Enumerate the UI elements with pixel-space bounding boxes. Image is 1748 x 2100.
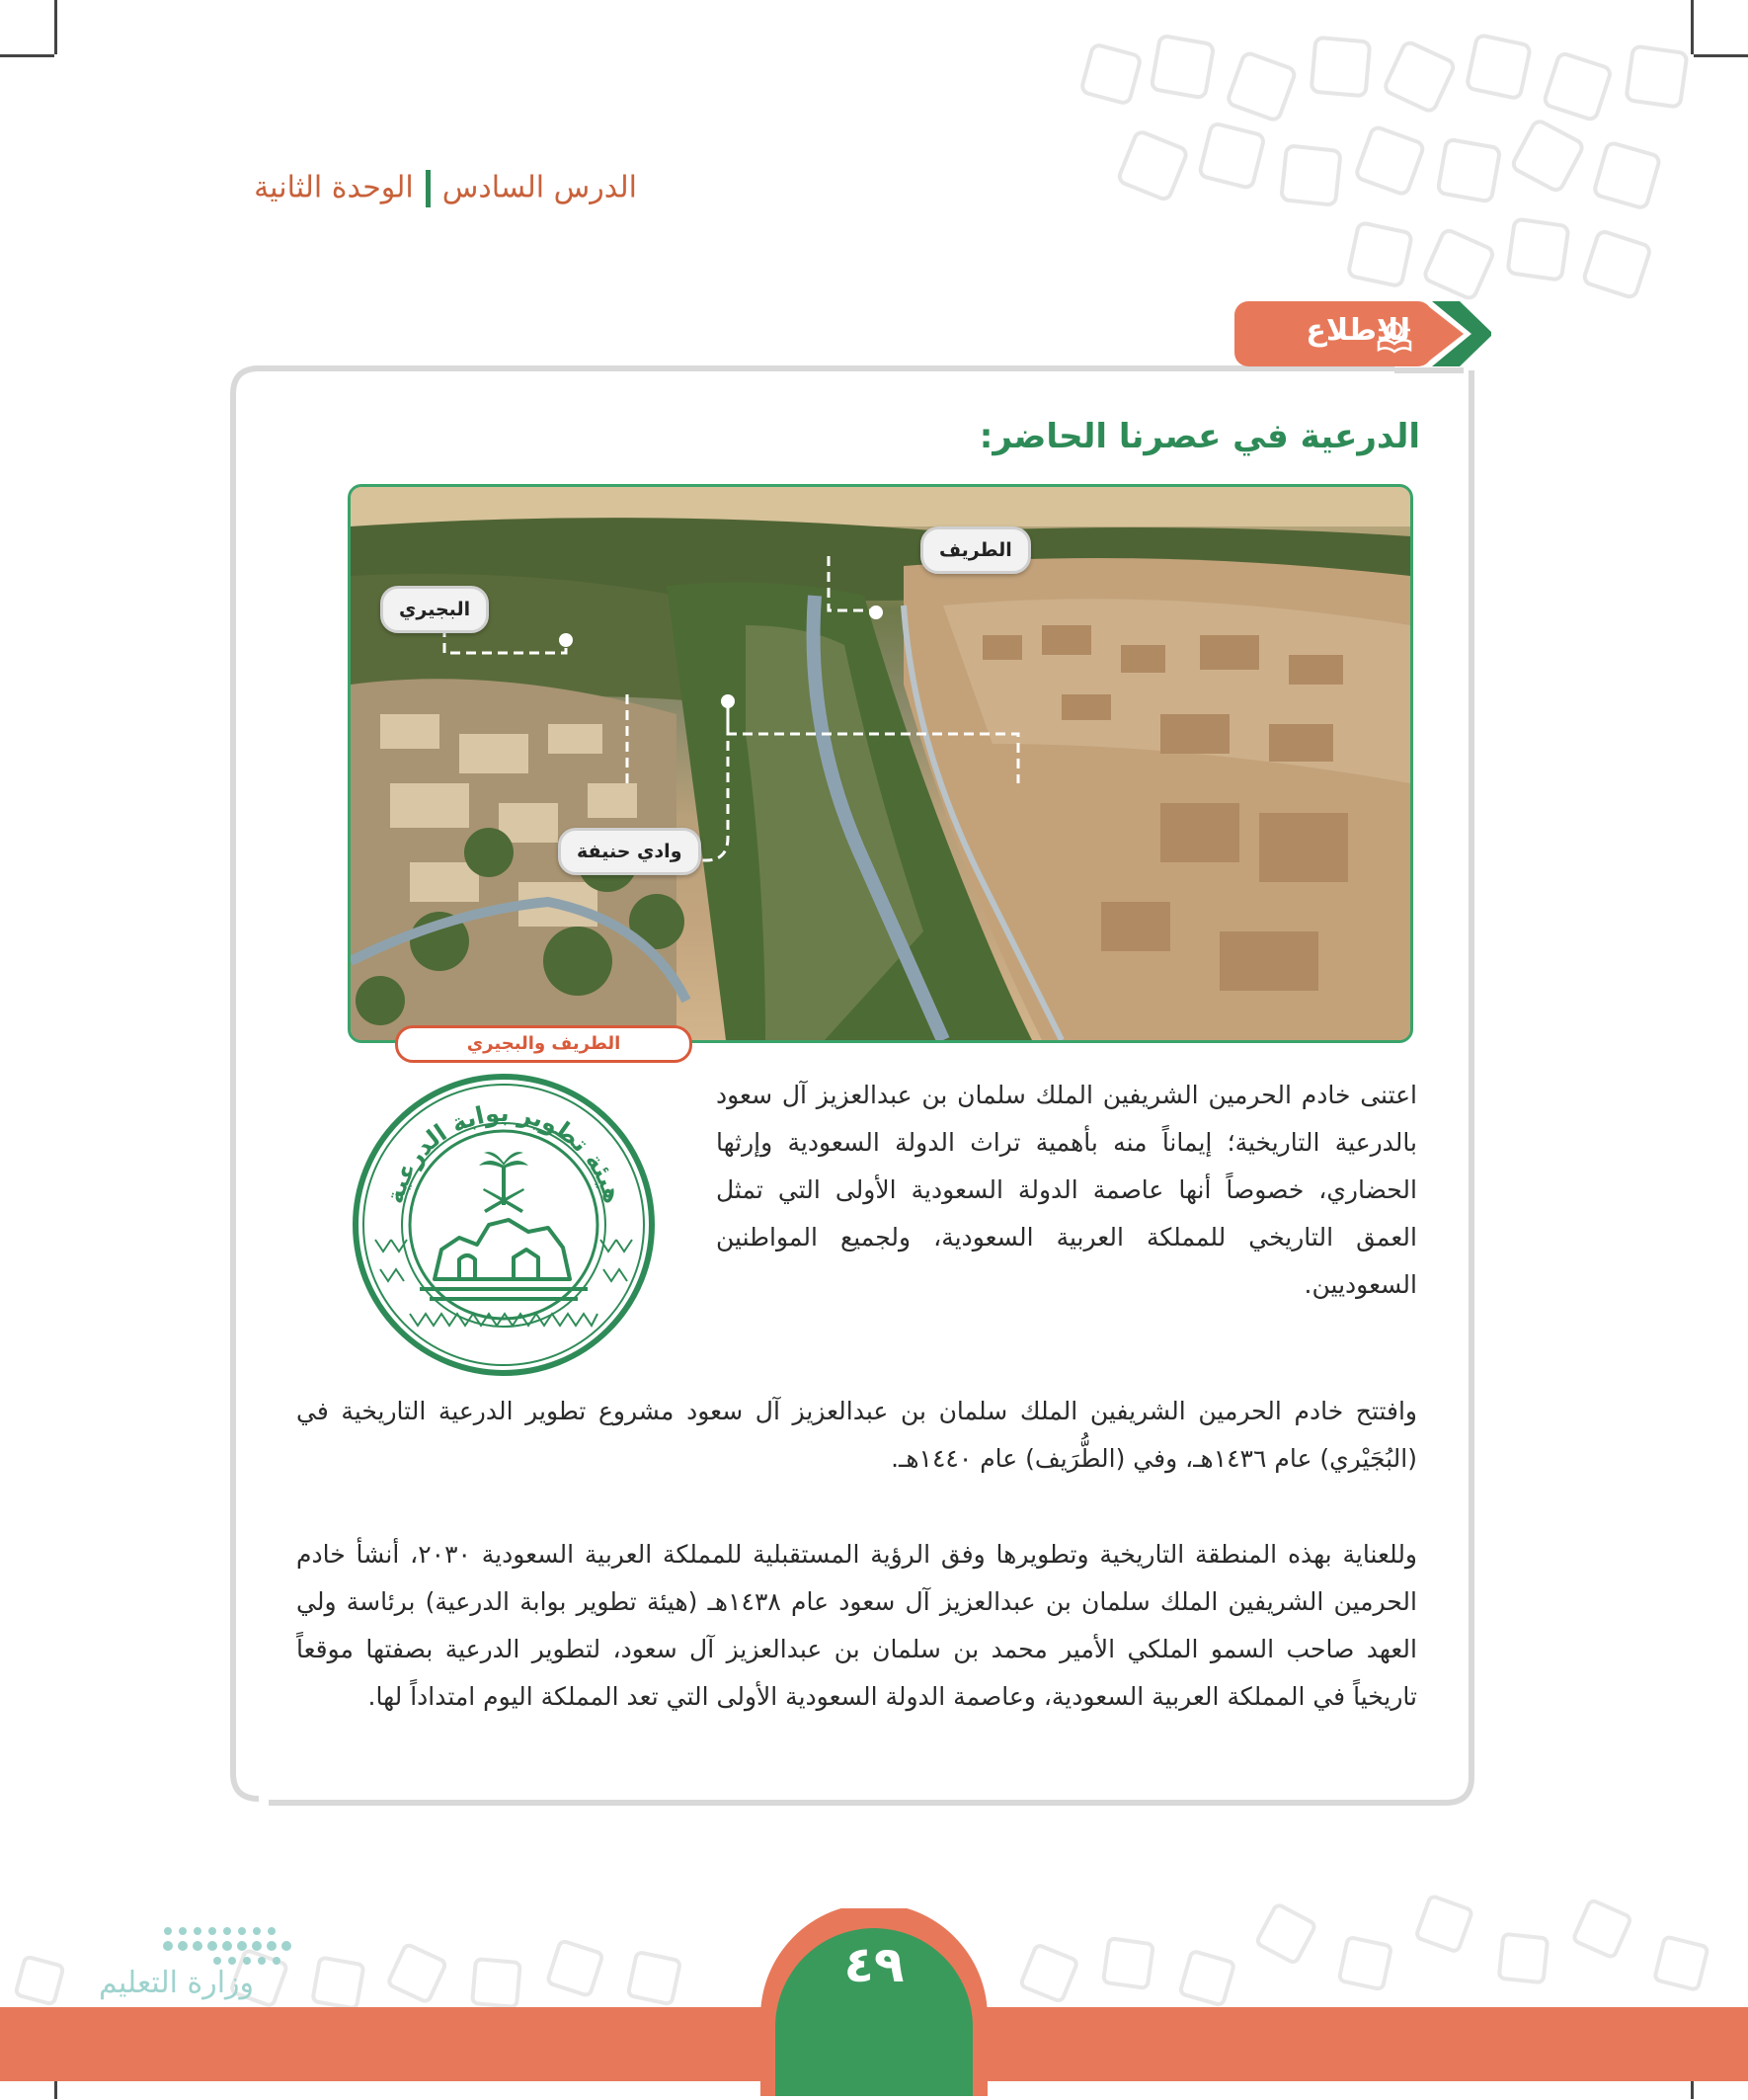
diriyah-gate-emblem-icon [351,1072,657,1382]
crop-mark [0,54,54,57]
for-reading-tag [1234,301,1491,366]
header-separator [426,170,431,207]
callout-turaif: الطريف [920,526,1031,574]
unit-label: الوحدة الثانية [254,170,414,205]
lightbulb-book-icon [1375,316,1414,358]
body-paragraph-3: وللعناية بهذه المنطقة التاريخية وتطويرها وفق الرؤية المستقبلية للمملكة العربية السعودية ٢٠٣٠، أنشأ خادم الحرمين الشريفين الملك سلمان بن عبدالعزيز آل سعود عام ١٤٣٨هـ (هيئة تطوير بوابة الدرعية) برئاسة ولي العهد صاحب السمو الملكي الأمير محمد بن سلمان بن عبدالعزيز آل سعود، لتطوير الدرعية بصفتها موقعاً تاريخياً في المملكة العربية السعودية، وعاصمة الدولة السعودية الأولى التي تعد المملكة اليوم امتداداً لها. [296,1540,1418,1711]
section-title: الدرعية في عصرنا الحاضر: [979,417,1420,456]
page-number: ٤٩ [843,1936,905,1993]
emblem-text: هيئة تطوير بوابة الدرعية [380,1098,627,1207]
aerial-photo-diriyah [348,484,1413,1043]
callout-wadi-hanifa: وادي حنيفة [558,828,701,875]
tag-label: للاطلاع [1306,313,1410,348]
photo-caption: الطريف والبجيري [395,1025,692,1063]
lesson-label: الدرس السادس [441,170,637,205]
ministry-name: وزارة التعليم [99,1966,255,2000]
decorative-pattern [1027,20,1718,346]
body-paragraph-2: وافتتح خادم الحرمين الشريفين الملك سلمان بن عبدالعزيز آل سعود مشروع تطوير الدرعية التاريخية في (البُجَيْري) عام ١٤٣٦هـ، وفي (الطُّرَيف) عام ١٤٤٠هـ. [296,1397,1417,1473]
page-header [254,170,637,207]
crop-mark [54,0,57,54]
body-paragraph-1: اعتنى خادم الحرمين الشريفين الملك سلمان بن عبدالعزيز آل سعود بالدرعية التاريخية؛ إيماناً منه بأهمية تراث الدولة السعودية وإرثها الحضاري، خصوصاً أنها عاصمة الدولة السعودية الأولى التي تمثل العمق التاريخي للمملكة العربية السعودية، ولجميع المواطنين السعوديين. [716,1081,1417,1299]
callout-bujairi: البجيري [380,586,489,633]
